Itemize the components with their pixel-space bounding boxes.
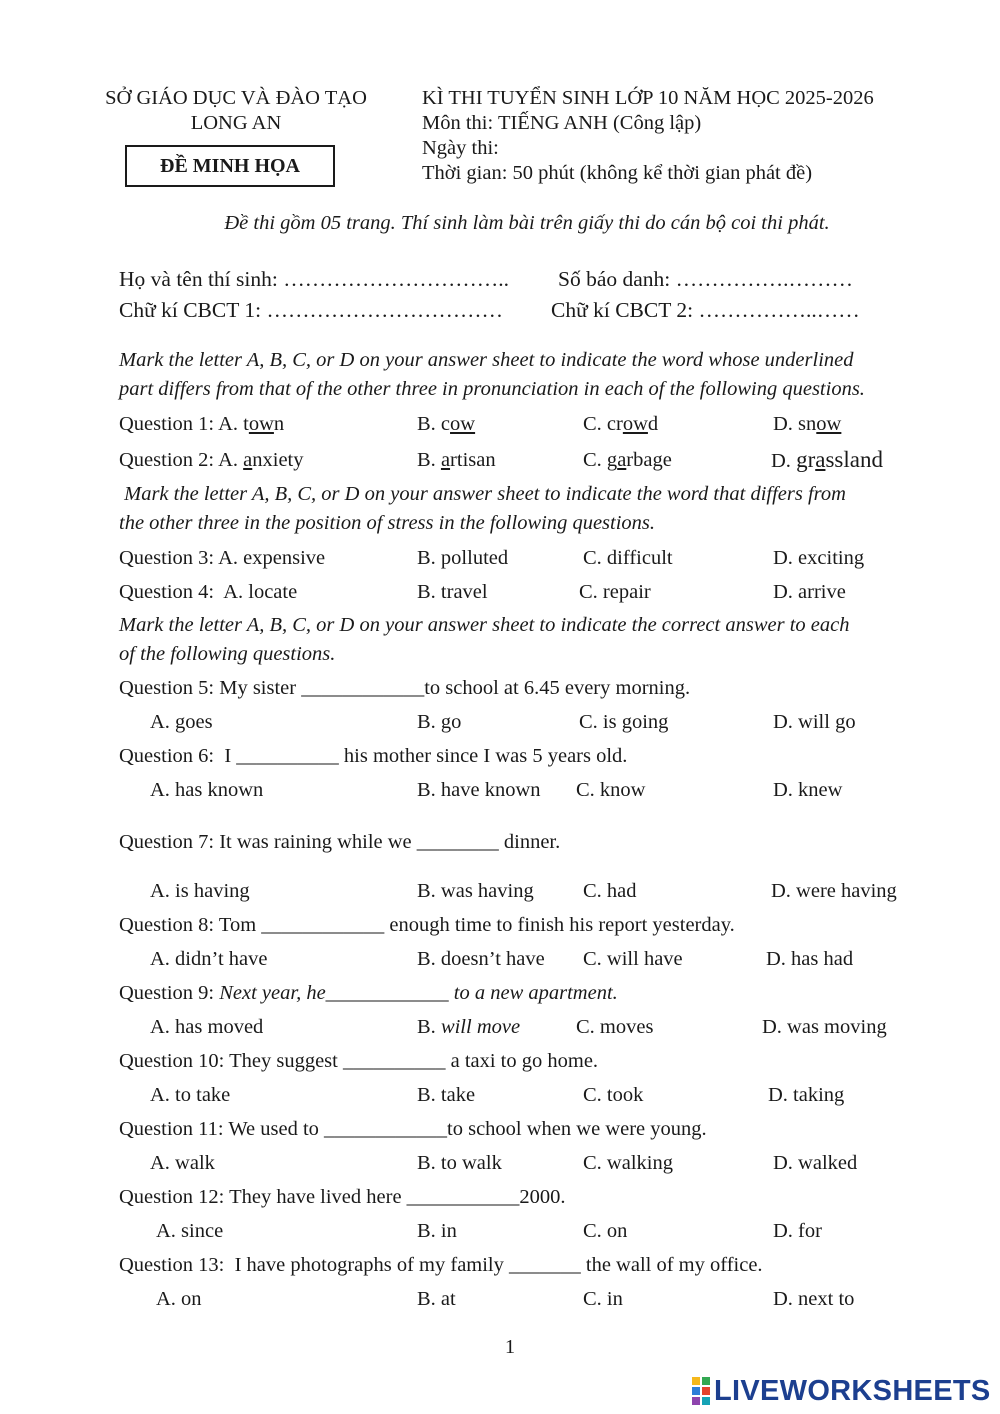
- q2-option-c[interactable]: C. garbage: [583, 449, 672, 471]
- q13-option-a[interactable]: A. on: [156, 1288, 202, 1310]
- q10-option-c[interactable]: C. took: [583, 1084, 644, 1106]
- q1-option-b[interactable]: B. cow: [417, 413, 476, 435]
- q4-option-b[interactable]: B. travel: [417, 581, 488, 603]
- q7-option-b[interactable]: B. was having: [417, 880, 534, 902]
- instruction-correct-answer: Mark the letter A, B, C, or D on your answer sheet to indicate the correct answer to each of the following questions.: [119, 614, 850, 665]
- question-11: Question 11: We used to ____________to school when we were young.: [119, 1118, 707, 1140]
- question-8: Question 8: Tom ____________ enough time to finish his report yesterday.: [119, 914, 735, 936]
- q5-option-b[interactable]: B. go: [417, 711, 462, 733]
- q13-option-d[interactable]: D. next to: [773, 1288, 855, 1310]
- q6-option-c[interactable]: C. know: [576, 779, 646, 801]
- instruction-pronunciation: Mark the letter A, B, C, or D on your answer sheet to indicate the word whose underlined part differs from that of the other three in pronunciation in each of the following questions.: [119, 349, 865, 400]
- department-name: SỞ GIÁO DỤC VÀ ĐÀO TẠO: [105, 87, 367, 109]
- q8-option-c[interactable]: C. will have: [583, 948, 683, 970]
- q6-option-b[interactable]: B. have known: [417, 779, 541, 801]
- q5-option-a[interactable]: A. goes: [150, 711, 213, 733]
- q1-option-d[interactable]: D. snow: [773, 413, 842, 435]
- q8-option-b[interactable]: B. doesn’t have: [417, 948, 545, 970]
- q11-option-d[interactable]: D. walked: [773, 1152, 858, 1174]
- q10-option-b[interactable]: B. take: [417, 1084, 476, 1106]
- q12-option-a[interactable]: A. since: [156, 1220, 224, 1242]
- q3-option-d[interactable]: D. exciting: [773, 547, 865, 569]
- instruction-stress: Mark the letter A, B, C, or D on your answer sheet to indicate the word that differs from the other three in the position of stress in the following questions.: [119, 483, 846, 534]
- q11-option-c[interactable]: C. walking: [583, 1152, 673, 1174]
- logo-mark-icon: [692, 1377, 710, 1405]
- q13-option-b[interactable]: B. at: [417, 1288, 456, 1310]
- q10-option-d[interactable]: D. taking: [768, 1084, 845, 1106]
- exam-note: Đề thi gồm 05 trang. Thí sinh làm bài trên giấy thi do cán bộ coi thi phát.: [224, 212, 830, 234]
- q8-option-d[interactable]: D. has had: [766, 948, 854, 970]
- q2-option-d[interactable]: D. grassland: [771, 447, 883, 472]
- q6-option-a[interactable]: A. has known: [150, 779, 264, 801]
- q7-option-d[interactable]: D. were having: [771, 880, 897, 902]
- question-3: Question 3: A. expensive: [119, 547, 326, 569]
- q5-option-c[interactable]: C. is going: [579, 711, 669, 733]
- question-9: Question 9: Next year, he____________ to a new apartment.: [119, 982, 618, 1004]
- q9-option-b[interactable]: B. will move: [417, 1016, 521, 1038]
- q4-option-c[interactable]: C. repair: [579, 581, 651, 603]
- question-7: Question 7: It was raining while we ________ dinner.: [119, 831, 561, 853]
- q12-option-b[interactable]: B. in: [417, 1220, 457, 1242]
- question-2: Question 2: A. anxiety: [119, 449, 304, 471]
- exam-title: KÌ THI TUYỂN SINH LỚP 10 NĂM HỌC 2025-2026: [422, 87, 874, 109]
- exam-date: Ngày thi:: [422, 137, 499, 159]
- question-4: Question 4: A. locate: [119, 581, 298, 603]
- question-13: Question 13: I have photographs of my family _______ the wall of my office.: [119, 1254, 763, 1276]
- candidate-name-field[interactable]: Họ và tên thí sinh: …………………………..: [119, 267, 509, 291]
- liveworksheets-logo: [692, 1376, 991, 1406]
- q3-option-c[interactable]: C. difficult: [583, 547, 673, 569]
- q2-option-b[interactable]: B. artisan: [417, 449, 496, 471]
- question-5: Question 5: My sister ____________to school at 6.45 every morning.: [119, 677, 691, 699]
- q3-option-b[interactable]: B. polluted: [417, 547, 509, 569]
- question-1: Question 1: A. town: [119, 413, 285, 435]
- q12-option-d[interactable]: D. for: [773, 1220, 822, 1242]
- q9-option-c[interactable]: C. moves: [576, 1016, 654, 1038]
- q7-option-a[interactable]: A. is having: [150, 880, 250, 902]
- province-name: LONG AN: [190, 112, 282, 134]
- q13-option-c[interactable]: C. in: [583, 1288, 623, 1310]
- q11-option-a[interactable]: A. walk: [150, 1152, 215, 1174]
- logo-text: LIVEWORKSHEETS: [714, 1374, 991, 1407]
- proctor2-signature-field[interactable]: Chữ kí CBCT 2: ……………..……: [551, 298, 860, 322]
- page-number: 1: [504, 1336, 516, 1358]
- q8-option-a[interactable]: A. didn’t have: [150, 948, 268, 970]
- q9-option-d[interactable]: D. was moving: [762, 1016, 887, 1038]
- question-12: Question 12: They have lived here ___________2000.: [119, 1186, 566, 1208]
- q11-option-b[interactable]: B. to walk: [417, 1152, 502, 1174]
- candidate-number-field[interactable]: Số báo danh: …………….………: [558, 267, 854, 291]
- exam-duration: Thời gian: 50 phút (không kể thời gian phát đề): [422, 162, 813, 184]
- exam-subject: Môn thi: TIẾNG ANH (Công lập): [422, 112, 702, 134]
- q4-option-d[interactable]: D. arrive: [773, 581, 846, 603]
- q12-option-c[interactable]: C. on: [583, 1220, 628, 1242]
- q1-option-c[interactable]: C. crowd: [583, 413, 659, 435]
- q9-option-a[interactable]: A. has moved: [150, 1016, 264, 1038]
- q10-option-a[interactable]: A. to take: [150, 1084, 231, 1106]
- question-10: Question 10: They suggest __________ a taxi to go home.: [119, 1050, 599, 1072]
- proctor1-signature-field[interactable]: Chữ kí CBCT 1: ……………………………: [119, 298, 503, 322]
- question-6: Question 6: I __________ his mother since I was 5 years old.: [119, 745, 628, 767]
- q5-option-d[interactable]: D. will go: [773, 711, 856, 733]
- q7-option-c[interactable]: C. had: [583, 880, 637, 902]
- q6-option-d[interactable]: D. knew: [773, 779, 843, 801]
- sample-exam-badge: ĐỀ MINH HỌA: [125, 145, 335, 187]
